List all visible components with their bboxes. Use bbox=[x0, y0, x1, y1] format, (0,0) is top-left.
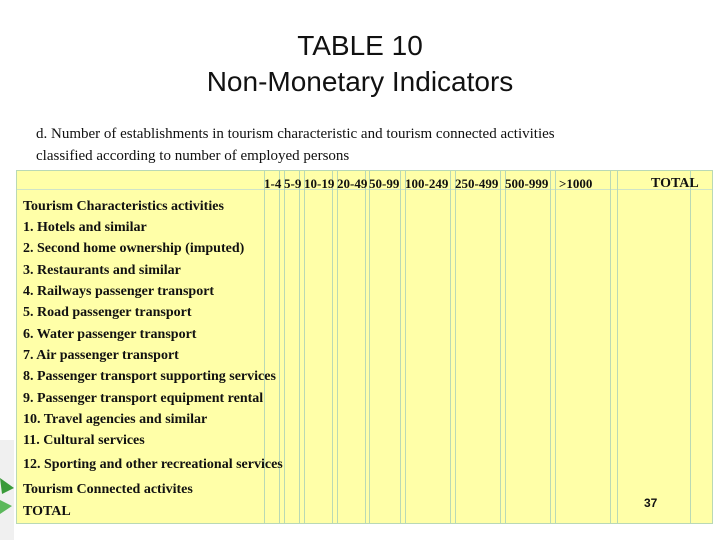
column-header: 100-249 bbox=[405, 176, 449, 191]
table-row-label: 5. Road passenger transport bbox=[23, 305, 192, 320]
column-header: 500-999 bbox=[505, 176, 549, 191]
table-column bbox=[405, 171, 451, 523]
table-row-label: 2. Second home ownership (imputed) bbox=[23, 241, 245, 256]
page-number: 37 bbox=[644, 496, 658, 510]
table-column bbox=[505, 171, 551, 523]
table-row-label: 9. Passenger transport equipment rental bbox=[23, 391, 264, 406]
table-row-label-total: TOTAL bbox=[23, 504, 71, 519]
table-row-label: 10. Travel agencies and similar bbox=[23, 412, 208, 427]
column-header: 20-49 bbox=[337, 176, 368, 191]
table-row-label: 7. Air passenger transport bbox=[23, 348, 179, 363]
table-column bbox=[284, 171, 300, 523]
table-caption-line2: classified according to number of employed persons bbox=[36, 148, 350, 164]
column-header: 1-4 bbox=[264, 176, 282, 191]
table-row-label: 6. Water passenger transport bbox=[23, 327, 197, 342]
table-row-label: Tourism Characteristics activities bbox=[23, 199, 224, 214]
indicator-table bbox=[16, 170, 713, 524]
table-row-label: 4. Railways passenger transport bbox=[23, 284, 215, 299]
table-row-label: 1. Hotels and similar bbox=[23, 220, 147, 235]
column-header: 50-99 bbox=[369, 176, 400, 191]
table-column bbox=[555, 171, 611, 523]
table-column bbox=[337, 171, 366, 523]
table-column bbox=[455, 171, 501, 523]
table-column bbox=[369, 171, 401, 523]
table-column bbox=[304, 171, 333, 523]
column-header-total: TOTAL bbox=[651, 176, 699, 191]
column-header: 5-9 bbox=[284, 176, 302, 191]
page-title: TABLE 10 bbox=[297, 30, 423, 61]
table-row-label: Tourism Connected activites bbox=[23, 482, 193, 497]
page-subtitle-heading: Non-Monetary Indicators bbox=[206, 66, 514, 97]
logo-icon bbox=[0, 470, 18, 520]
table-row-label: 3. Restaurants and similar bbox=[23, 263, 181, 278]
table-row-label: 8. Passenger transport supporting services bbox=[23, 369, 276, 384]
column-header: 10-19 bbox=[304, 176, 335, 191]
table-row-label: 12. Sporting and other recreational services bbox=[23, 457, 283, 472]
column-header: 250-499 bbox=[455, 176, 499, 191]
table-caption-line1: d. Number of establishments in tourism characteristic and tourism connected activities bbox=[36, 126, 555, 142]
table-column-total bbox=[617, 171, 691, 523]
table-row-label: 11. Cultural services bbox=[23, 433, 145, 448]
column-header: >1000 bbox=[559, 176, 593, 191]
